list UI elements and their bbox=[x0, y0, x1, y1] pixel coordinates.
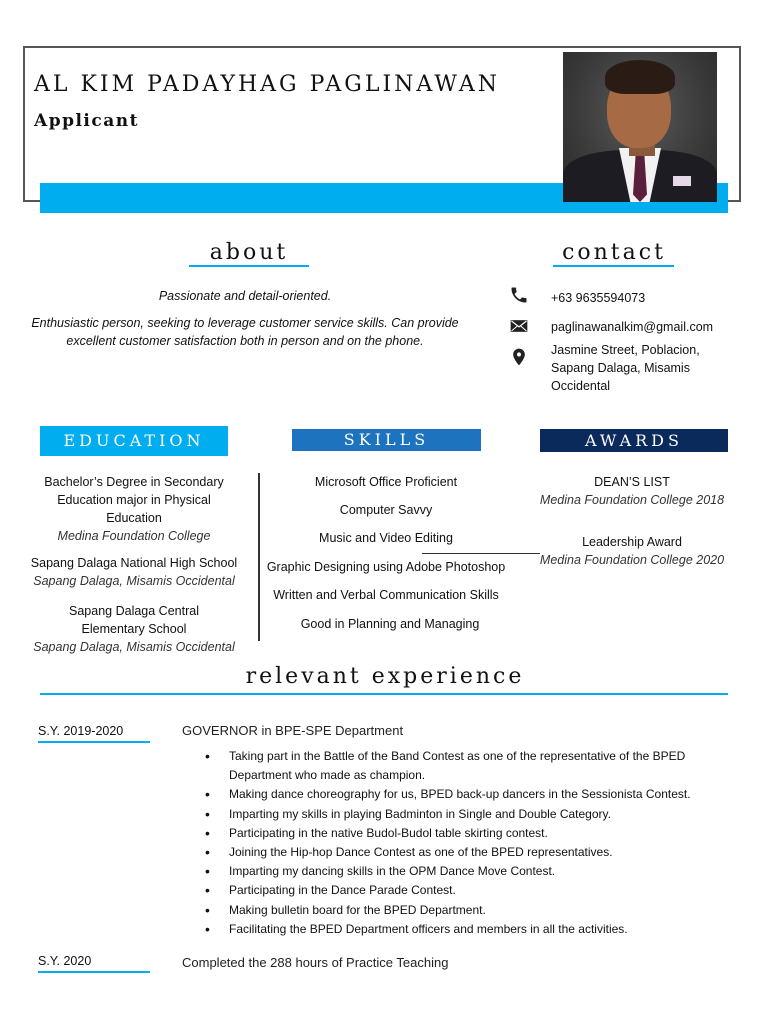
education-degree: Bachelor’s Degree in Secondary Education major in Physical Education bbox=[44, 475, 224, 525]
contact-title-underline bbox=[553, 265, 674, 267]
experience-title-underline bbox=[40, 693, 728, 695]
contact-address: Jasmine Street, Poblacion, Sapang Dalaga, Misamis Occidental bbox=[551, 343, 700, 393]
profile-photo bbox=[563, 52, 717, 202]
applicant-role: Applicant bbox=[34, 111, 139, 131]
education-entry bbox=[22, 554, 246, 590]
phone-icon bbox=[509, 285, 529, 305]
experience-bullet: • Imparting my dancing skills in the OPM Dance Move Contest. bbox=[205, 862, 735, 881]
experience-bullet-list bbox=[205, 747, 735, 939]
award-name: Leadership Award bbox=[582, 535, 682, 549]
education-school: Sapang Dalaga, Misamis Occidental bbox=[33, 574, 235, 588]
experience-year-underline bbox=[38, 741, 150, 743]
education-school: Medina Foundation College bbox=[57, 529, 211, 543]
about-description: Enthusiastic person, seeking to leverage customer service skills. Can provide excellent customer satisfaction both in person and on the phone. bbox=[31, 316, 459, 348]
award-entry bbox=[530, 473, 734, 509]
about-title: about bbox=[209, 240, 289, 265]
award-detail: Medina Foundation College 2020 bbox=[539, 553, 725, 567]
education-degree: Sapang Dalaga National High School bbox=[30, 556, 238, 570]
education-entry bbox=[22, 602, 246, 656]
contact-email: paglinawanalkim@gmail.com bbox=[551, 320, 714, 334]
experience-bullet: • Participating in the Dance Parade Contest. bbox=[205, 881, 735, 900]
awards-header: AWARDS bbox=[540, 429, 728, 452]
contact-title: contact bbox=[562, 240, 666, 265]
experience-bullet: • Making bulletin board for the BPED Department. bbox=[205, 901, 735, 920]
applicant-name: AL KIM PADAYHAG PAGLINAWAN bbox=[34, 72, 501, 97]
experience-year-underline bbox=[38, 971, 150, 973]
experience-position: GOVERNOR in BPE-SPE Department bbox=[182, 723, 404, 738]
contact-phone: +63 9635594073 bbox=[551, 291, 646, 305]
column-divider bbox=[258, 473, 260, 641]
experience-bullet: • Making dance choreography for us, BPED back-up dancers in the Sessionista Contest. bbox=[205, 785, 735, 804]
experience-year: S.Y. 2019-2020 bbox=[38, 724, 124, 738]
experience-bullet: • Taking part in the Battle of the Band Contest as one of the representative of the BPED Department who made as champion. bbox=[205, 747, 735, 785]
skill-item: Microsoft Office Proficient bbox=[314, 475, 458, 489]
award-name: DEAN’S LIST bbox=[594, 475, 670, 489]
skill-item: Graphic Designing using Adobe Photoshop bbox=[266, 560, 506, 574]
about-summary: Passionate and detail-oriented. bbox=[158, 289, 332, 303]
location-pin-icon bbox=[509, 347, 529, 367]
skill-item: Music and Video Editing bbox=[319, 531, 453, 545]
skill-item: Computer Savvy bbox=[339, 503, 433, 517]
award-detail: Medina Foundation College 2018 bbox=[539, 493, 725, 507]
award-entry bbox=[530, 533, 734, 569]
experience-bullet: • Facilitating the BPED Department officers and members in all the activities. bbox=[205, 920, 735, 939]
education-header: EDUCATION bbox=[40, 426, 228, 456]
skills-awards-divider bbox=[422, 553, 540, 554]
envelope-icon bbox=[509, 316, 529, 336]
experience-bullet: • Joining the Hip-hop Dance Contest as one of the BPED representatives. bbox=[205, 843, 735, 862]
skill-item: Good in Planning and Managing bbox=[300, 617, 480, 631]
skills-header: SKILLS bbox=[292, 429, 481, 451]
experience-title: relevant experience bbox=[245, 664, 525, 689]
experience-bullet: • Imparting my skills in playing Badminton in Single and Double Category. bbox=[205, 805, 735, 824]
education-school: Sapang Dalaga, Misamis Occidental bbox=[33, 640, 235, 654]
experience-position: Completed the 288 hours of Practice Teaching bbox=[182, 955, 449, 970]
about-title-underline bbox=[189, 265, 309, 267]
experience-bullet: • Participating in the native Budol-Budol table skirting contest. bbox=[205, 824, 735, 843]
experience-year: S.Y. 2020 bbox=[38, 954, 92, 968]
education-degree: Sapang Dalaga Central Elementary School bbox=[69, 604, 199, 636]
skill-item: Written and Verbal Communication Skills bbox=[273, 588, 499, 602]
education-entry bbox=[30, 473, 238, 545]
